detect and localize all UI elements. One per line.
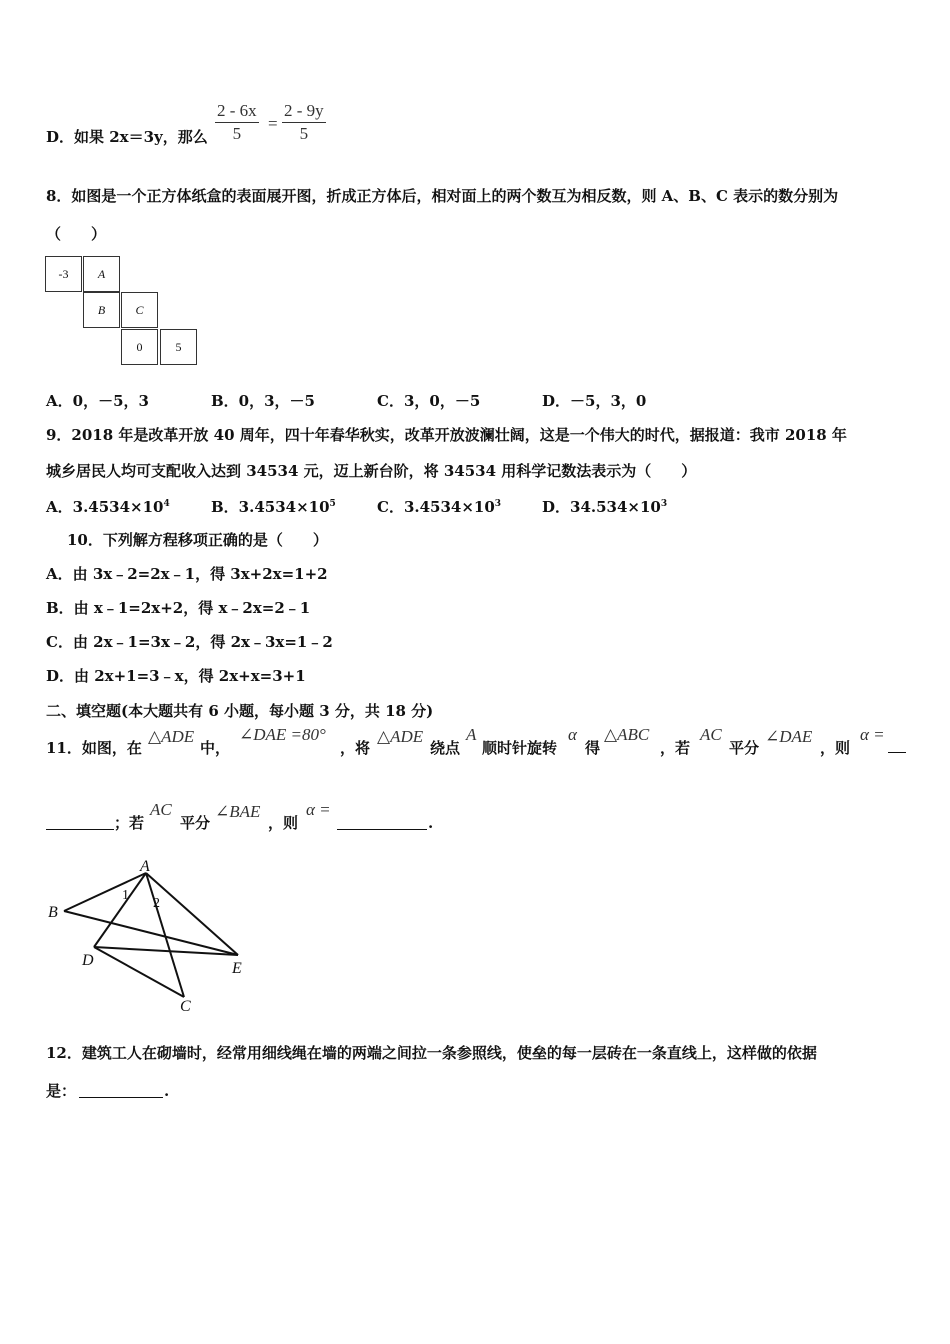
alpha-equals-2: α = xyxy=(306,800,331,819)
q9-option-c xyxy=(377,496,501,517)
triangle-ade: △ADE xyxy=(148,727,195,746)
label-angle-1: 1 xyxy=(122,888,129,903)
net-cell: A xyxy=(83,256,120,292)
q12-stem-line1: 12．建筑工人在砌墙时，经常用细线绳在墙的两端之间拉一条参照线，使垒的每一层砖在一条直线上，这样做的依据 xyxy=(46,1044,817,1062)
period: . xyxy=(428,814,434,832)
q8-option-b: B．0，3，－5 xyxy=(211,392,315,410)
exponent: 3 xyxy=(494,499,502,509)
net-cell: -3 xyxy=(45,256,82,292)
q11-number: 11．如图，在 xyxy=(46,739,142,757)
label-b: B xyxy=(48,904,58,921)
section-heading: 二、填空题(本大题共有 6 小题，每小题 3 分，共 18 分) xyxy=(46,702,434,720)
q8-option-d: D．－5，3，0 xyxy=(542,392,647,410)
q12-stem-line2: 是： xyxy=(46,1082,77,1100)
label-d: D xyxy=(82,952,94,969)
alpha-symbol: α xyxy=(568,725,577,744)
label-a: A xyxy=(140,858,150,875)
q10-option-c: C．由 2x﹣1=3x﹣2，得 2x﹣3x=1﹣2 xyxy=(46,633,333,651)
exponent: 3 xyxy=(660,499,668,509)
option-text: D．34.534×10 xyxy=(542,498,661,516)
q11-text-jiang: ，将 xyxy=(340,739,371,757)
q7-fraction-2 xyxy=(282,100,326,145)
q11-text-ruo: ，若 xyxy=(660,739,691,757)
q10-option-b: B．由 x﹣1=2x+2，得 x﹣2x=2﹣1 xyxy=(46,599,311,617)
q10-stem: 10．下列解方程移项正确的是（ ） xyxy=(67,531,328,549)
label-angle-2: 2 xyxy=(153,896,160,911)
q10-option-a: A．由 3x﹣2=2x﹣1，得 3x+2x=1+2 xyxy=(46,565,328,583)
q8-option-a: A．0，－5，3 xyxy=(46,392,149,410)
q9-stem-line1: 9．2018 年是改革开放 40 周年，四十年春华秋实，改革开放波澜壮阔，这是一个伟大的时代，据报道：我市 2018 年 xyxy=(46,426,847,444)
q11-text-zhong: 中， xyxy=(200,739,231,757)
q8-stem-line2: （ ） xyxy=(46,225,107,243)
point-a: A xyxy=(466,725,477,744)
net-cell: 0 xyxy=(121,329,158,365)
q11-text-rotate: 顺时针旋转 xyxy=(482,739,558,757)
q7-option-d-text: D．如果 2x＝3y，那么 xyxy=(46,128,208,146)
q9-stem-line2: 城乡居民人均可支配收入达到 34534 元，迈上新台阶，将 34534 用科学记数法表示为（ ） xyxy=(46,462,697,480)
q7-fraction-1 xyxy=(215,100,259,145)
segment-ac: AC xyxy=(700,725,722,744)
label-e: E xyxy=(232,960,242,977)
answer-blank xyxy=(337,829,427,830)
net-cell: 5 xyxy=(160,329,197,365)
segment-ac-2: AC xyxy=(150,800,172,819)
q11-text-de: 得 xyxy=(585,739,601,757)
q9-option-d xyxy=(542,496,667,517)
angle-bae: ∠BAE xyxy=(215,802,261,821)
fraction-numerator: 2 - 6x xyxy=(215,100,259,123)
q11-text-pingfen: 平分 xyxy=(729,739,760,757)
option-text: C．3.4534×10 xyxy=(377,498,495,516)
answer-blank xyxy=(888,752,906,753)
fraction-denominator: 5 xyxy=(232,124,242,143)
segment-de xyxy=(94,947,238,955)
q11-text-raodian: 绕点 xyxy=(430,739,461,757)
net-cell: B xyxy=(83,292,120,328)
answer-blank xyxy=(79,1097,163,1098)
q11-text-ruo2: ；若 xyxy=(114,814,145,832)
equals-sign: = xyxy=(268,114,278,133)
triangle-abc: △ABC xyxy=(604,725,650,744)
q11-text-pingfen2: 平分 xyxy=(180,814,211,832)
triangle-ade-2: △ADE xyxy=(377,727,424,746)
q9-option-a xyxy=(46,496,170,517)
period: . xyxy=(164,1082,170,1100)
q8-stem-line1: 8．如图是一个正方体纸盒的表面展开图，折成正方体后，相对面上的两个数互为相反数，则 A、B、C 表示的数分别为 xyxy=(46,187,839,205)
alpha-equals: α = xyxy=(860,725,885,744)
answer-blank xyxy=(46,829,114,830)
option-text: B．3.4534×10 xyxy=(211,498,330,516)
rotation-figure xyxy=(40,855,270,1015)
option-text: A．3.4534×10 xyxy=(46,498,164,516)
fraction-denominator: 5 xyxy=(299,124,309,143)
q11-text-ze: ，则 xyxy=(820,739,851,757)
label-c: C xyxy=(180,998,191,1015)
exponent: 4 xyxy=(163,499,170,509)
angle-dae: ∠DAE xyxy=(765,727,813,746)
q10-option-d: D．由 2x+1=3﹣x，得 2x+x=3+1 xyxy=(46,667,306,685)
q8-option-c: C．3，0，－5 xyxy=(377,392,481,410)
exponent: 5 xyxy=(329,499,336,509)
angle-dae-80: ∠DAE =80° xyxy=(239,725,326,744)
q11-text-ze2: ，则 xyxy=(268,814,299,832)
q9-option-b xyxy=(211,496,336,517)
net-cell: C xyxy=(121,292,158,328)
fraction-numerator: 2 - 9y xyxy=(282,100,326,123)
